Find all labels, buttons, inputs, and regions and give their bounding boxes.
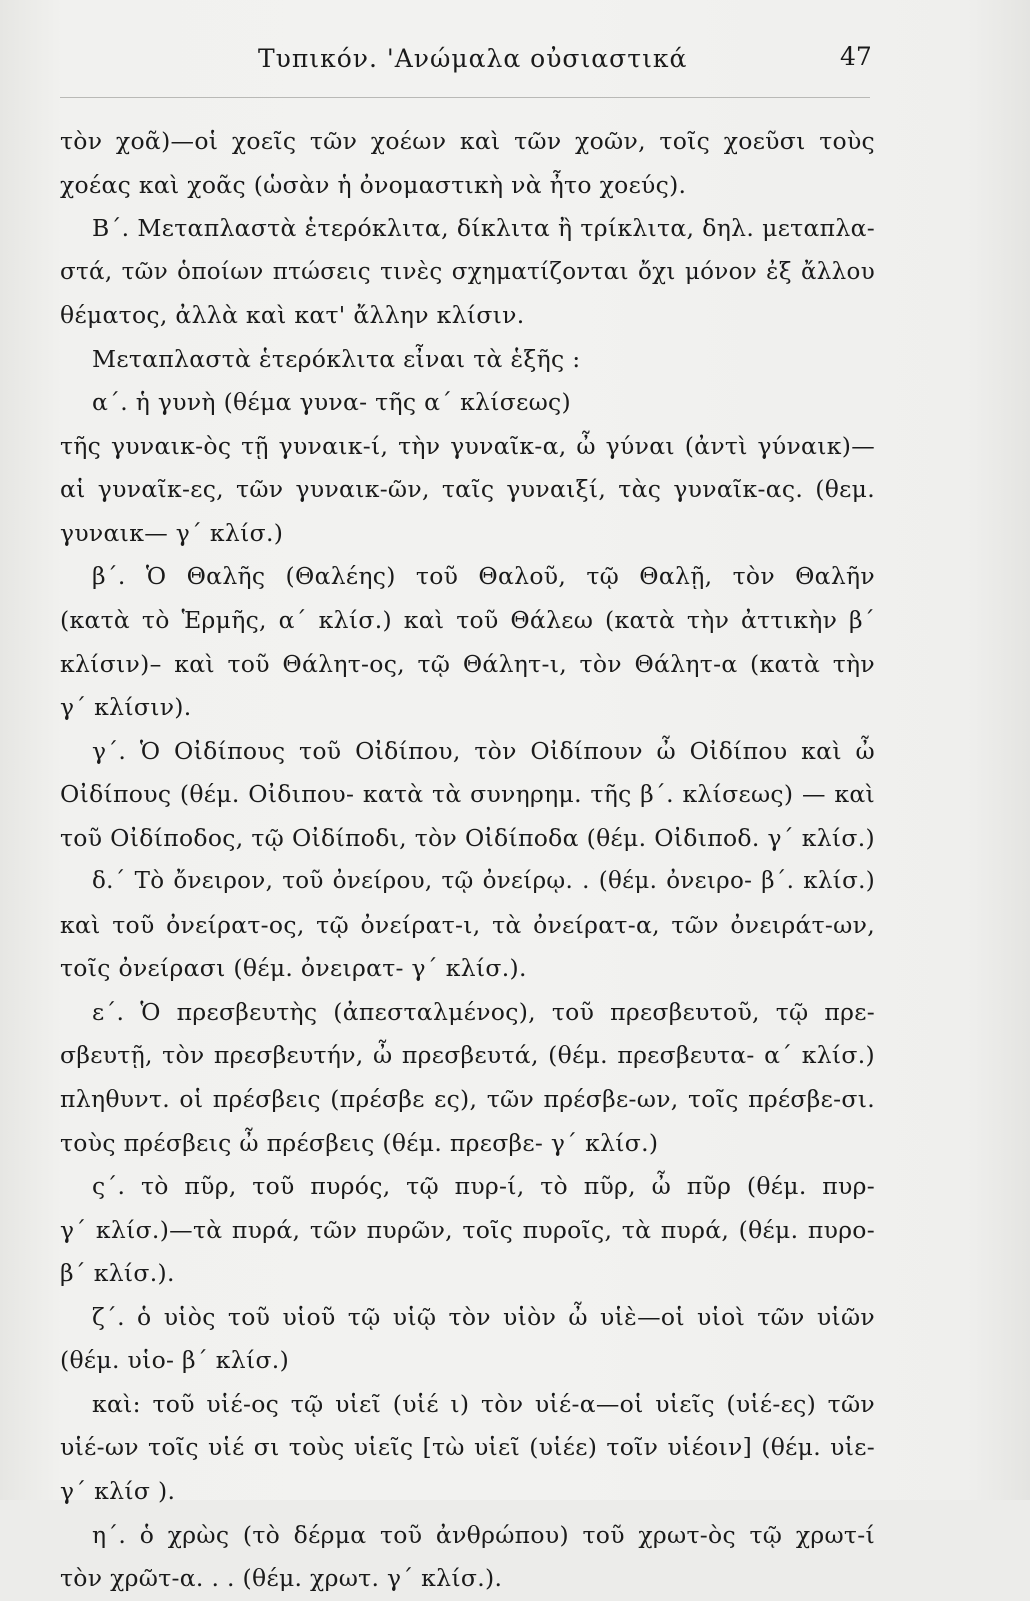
text-line: κλίσιν)– καὶ τοῦ Θάλητ-ος, τῷ Θάλητ-ι, τὸν Θάλητ-α (κατὰ τὴν xyxy=(60,649,875,678)
text-line: πληθυντ. οἱ πρέσβεις (πρέσβε ες), τῶν πρέσβε-ων, τοῖς πρέσβε-σι. xyxy=(60,1085,875,1114)
text-line: καὶ: τοῦ υἱέ-ος τῷ υἱεῖ (υἱέ ι) τὸν υἱέ-α—οἱ υἱεῖς (υἱέ-ες) τῶν xyxy=(92,1389,875,1418)
text-line: τὸν χοᾶ)—οἱ χοεῖς τῶν χοέων καὶ τῶν χοῶν, τοῖς χοεῦσι τοὺς xyxy=(60,127,875,155)
text-line: η΄. ὁ χρὼς (τὸ δέρμα τοῦ ἀνθρώπου) τοῦ χρωτ-ὸς τῷ χρωτ-ί xyxy=(92,1520,875,1549)
text-line: χοέας καὶ χοᾶς (ὡσὰν ἡ ὀνομαστικὴ νὰ ἦτο χοεύς). xyxy=(60,170,687,199)
text-line: (κατὰ τὸ Ἑρμῆς, α΄ κλίσ.) καὶ τοῦ Θάλεω (κατὰ τὴν ἀττικὴν β΄ xyxy=(60,606,875,635)
text-line: τῆς γυναικ-ὸς τῇ γυναικ-ί, τὴν γυναῖκ-α, ὦ γύναι (ἀντὶ γύναικ)— xyxy=(60,431,875,460)
text-line: ς΄. τὸ πῦρ, τοῦ πυρός, τῷ πυρ-ί, τὸ πῦρ, ὦ πῦρ (θέμ. πυρ- xyxy=(92,1172,875,1201)
text-line: Μεταπλαστὰ ἑτερόκλιτα εἶναι τὰ ἑξῆς : xyxy=(92,344,581,373)
running-title: Τυπικόν. 'Ανώμαλα οὐσιαστικά xyxy=(258,44,688,73)
text-line: β΄. Ὁ Θαλῆς (Θαλέης) τοῦ Θαλοῦ, τῷ Θαλῇ, τὸν Θαλῆν xyxy=(92,562,875,591)
text-line: γ΄ κλίσ ). xyxy=(60,1476,176,1505)
text-line: δ.΄ Τὸ ὄνειρον, τοῦ ὀνείρου, τῷ ὀνείρῳ. . (θέμ. ὀνειρο- β΄. κλίσ.) xyxy=(92,868,875,895)
text-line: θέματος, ἀλλὰ καὶ κατ' ἄλλην κλίσιν. xyxy=(60,301,525,330)
text-line: τὸν χρῶτ-α. . . (θέμ. χρωτ. γ΄ κλίσ.). xyxy=(60,1564,503,1593)
text-line: ε΄. Ὁ πρεσβευτὴς (ἀπεσταλμένος), τοῦ πρεσβευτοῦ, τῷ πρε- xyxy=(92,997,875,1026)
text-line: γυναικ— γ΄ κλίσ.) xyxy=(60,518,284,547)
text-line: τοὺς πρέσβεις ὦ πρέσβεις (θέμ. πρεσβε- γ΄ κλίσ.) xyxy=(60,1128,659,1157)
text-line: υἱέ-ων τοῖς υἱέ σι τοὺς υἱεῖς [τὼ υἱεῖ (υἱέε) τοῖν υἱέοιν] (θέμ. υἱε- xyxy=(60,1433,875,1462)
text-line: Β΄. Μεταπλαστὰ ἑτερόκλιτα, δίκλιτα ἢ τρίκλιτα, δηλ. μεταπλα- xyxy=(92,214,875,243)
text-line: γ΄ κλίσιν). xyxy=(60,693,192,722)
text-line: β΄ κλίσ.). xyxy=(60,1259,175,1288)
text-line: Οἰδίπους (θέμ. Οἰδιπου- κατὰ τὰ συνηρημ. τῆς β΄. κλίσεως) — καὶ xyxy=(60,780,875,809)
text-line: α΄. ἡ γυνὴ (θέμα γυνα- τῆς α΄ κλίσεως) xyxy=(92,388,571,417)
text-line: σβευτῇ, τὸν πρεσβευτήν, ὦ πρεσβευτά, (θέμ. πρεσβευτα- α΄ κλίσ.) xyxy=(60,1041,875,1070)
page-header xyxy=(0,38,1030,88)
text-line: τοῦ Οἰδίποδος, τῷ Οἰδίποδι, τὸν Οἰδίποδα (θέμ. Οἰδιποδ. γ΄ κλίσ.) xyxy=(60,823,875,852)
header-rule xyxy=(60,97,870,98)
text-line: στά, τῶν ὁποίων πτώσεις τινὲς σχηματίζονται ὄχι μόνον ἐξ ἄλλου xyxy=(60,258,875,285)
page-number: 47 xyxy=(840,42,872,71)
text-line: γ΄. Ὁ Οἰδίπους τοῦ Οἰδίπου, τὸν Οἰδίπουν ὦ Οἰδίπου καὶ ὦ xyxy=(92,736,875,765)
text-line: (θέμ. υἱο- β΄ κλίσ.) xyxy=(60,1346,290,1375)
text-line: τοῖς ὀνείρασι (θέμ. ὀνειρατ- γ΄ κλίσ.). xyxy=(60,954,527,983)
body-text xyxy=(60,120,875,1601)
text-line: αἱ γυναῖκ-ες, τῶν γυναικ-ῶν, ταῖς γυναιξί, τὰς γυναῖκ-ας. (θεμ. xyxy=(60,475,875,504)
text-line: καὶ τοῦ ὀνείρατ-ος, τῷ ὀνείρατ-ι, τὰ ὀνείρατ-α, τῶν ὀνειράτ-ων, xyxy=(60,910,875,939)
text-line: ζ΄. ὁ υἱὸς τοῦ υἱοῦ τῷ υἱῷ τὸν υἱὸν ὦ υἱὲ—οἱ υἱοὶ τῶν υἱῶν xyxy=(92,1302,875,1331)
text-line: γ΄ κλίσ.)—τὰ πυρά, τῶν πυρῶν, τοῖς πυροῖς, τὰ πυρά, (θέμ. πυρο- xyxy=(60,1215,875,1244)
